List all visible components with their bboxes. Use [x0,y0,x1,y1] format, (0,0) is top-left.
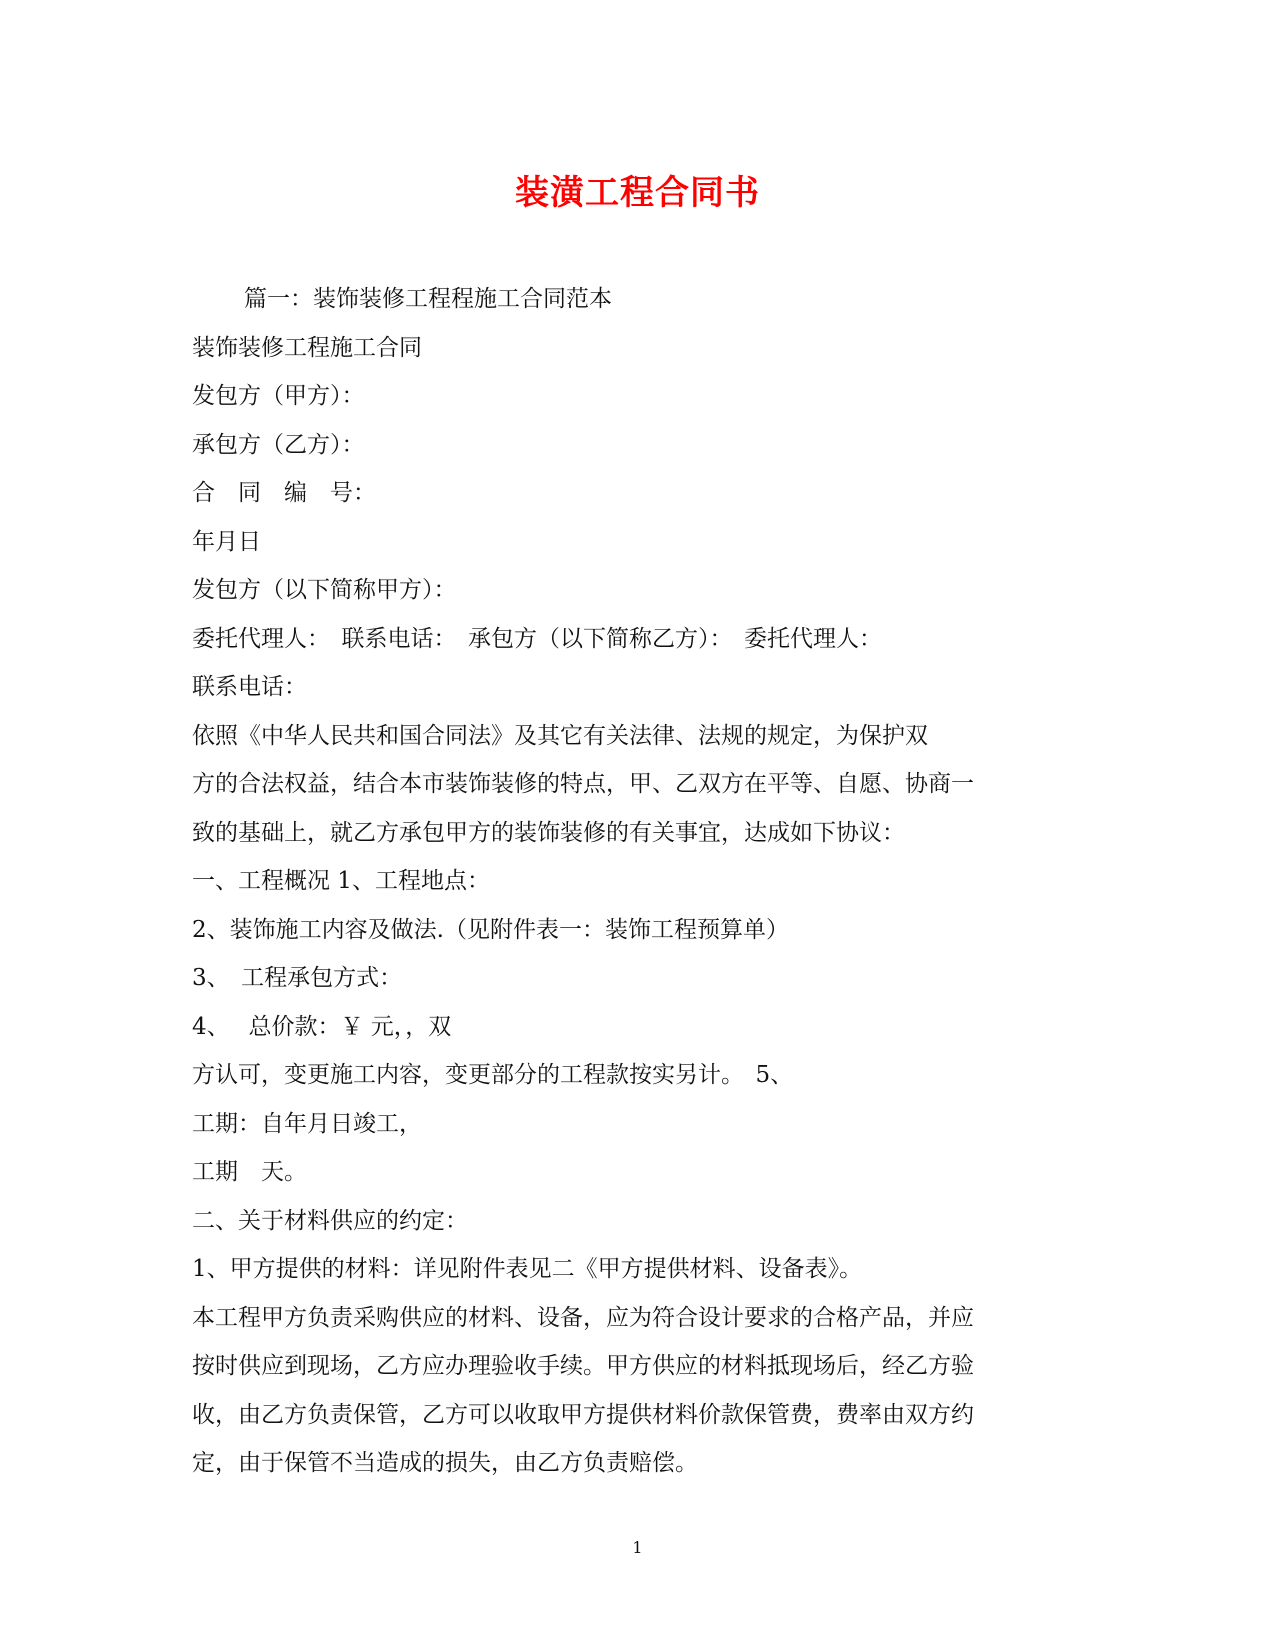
clause-line: 3、 工程承包方式： [192,965,403,991]
paragraph-line: 本工程甲方负责采购供应的材料、设备，应为符合设计要求的合格产品，并应 [192,1304,974,1331]
document-body [192,275,1052,1488]
clause-line: 工期 天。 [192,1159,307,1185]
party-a-abbrev-field: 发包方（以下简称甲方）： [192,577,457,603]
page-number: 1 [632,1538,643,1557]
section-heading: 篇一：装饰装修工程程施工合同范本 [244,286,612,312]
paragraph-line: 依照《中华人民共和国合同法》及其它有关法律、法规的规定，为保护双 [192,722,928,749]
clause-line: 二、关于材料供应的约定： [192,1207,468,1234]
clause-line: 2、装饰施工内容及做法.（见附件表一：装饰工程预算单） [192,916,789,943]
paragraph-line: 致的基础上，就乙方承包甲方的装饰装修的有关事宜，达成如下协议： [192,819,905,846]
paragraph-line: 按时供应到现场，乙方应办理验收手续。甲方供应的材料抵现场后，经乙方验 [192,1353,974,1379]
contact-phone-field: 联系电话： [192,674,307,700]
paragraph-line: 定，由于保管不当造成的损失，由乙方负责赔偿。 [192,1450,698,1476]
party-a-field: 发包方（甲方）： [192,383,365,409]
document-title: 装潢工程合同书 [515,173,760,213]
party-b-field: 承包方（乙方）： [192,431,365,458]
clause-line: 方认可，变更施工内容，变更部分的工程款按实另计。 5、 [192,1062,794,1088]
clause-line: 工期：自年月日竣工， [192,1110,422,1137]
paragraph-line: 收，由乙方负责保管，乙方可以收取甲方提供材料价款保管费，费率由双方约 [192,1401,974,1428]
contract-name: 装饰装修工程施工合同 [192,334,422,361]
clause-line: 一、工程概况 1、工程地点： [192,868,490,894]
clause-line: 4、 总价款：￥ 元，，双 [192,1013,452,1040]
paragraph-line: 方的合法权益，结合本市装饰装修的特点，甲、乙双方在平等、自愿、协商一 [192,771,974,797]
clause-line: 1、甲方提供的材料：详见附件表见二《甲方提供材料、设备表》。 [192,1256,863,1282]
agent-contact-line: 委托代理人： 联系电话： 承包方（以下简称乙方）： 委托代理人： [192,625,882,652]
date-field: 年月日 [192,528,261,555]
contract-number-field: 合 同 编 号： [192,480,376,506]
